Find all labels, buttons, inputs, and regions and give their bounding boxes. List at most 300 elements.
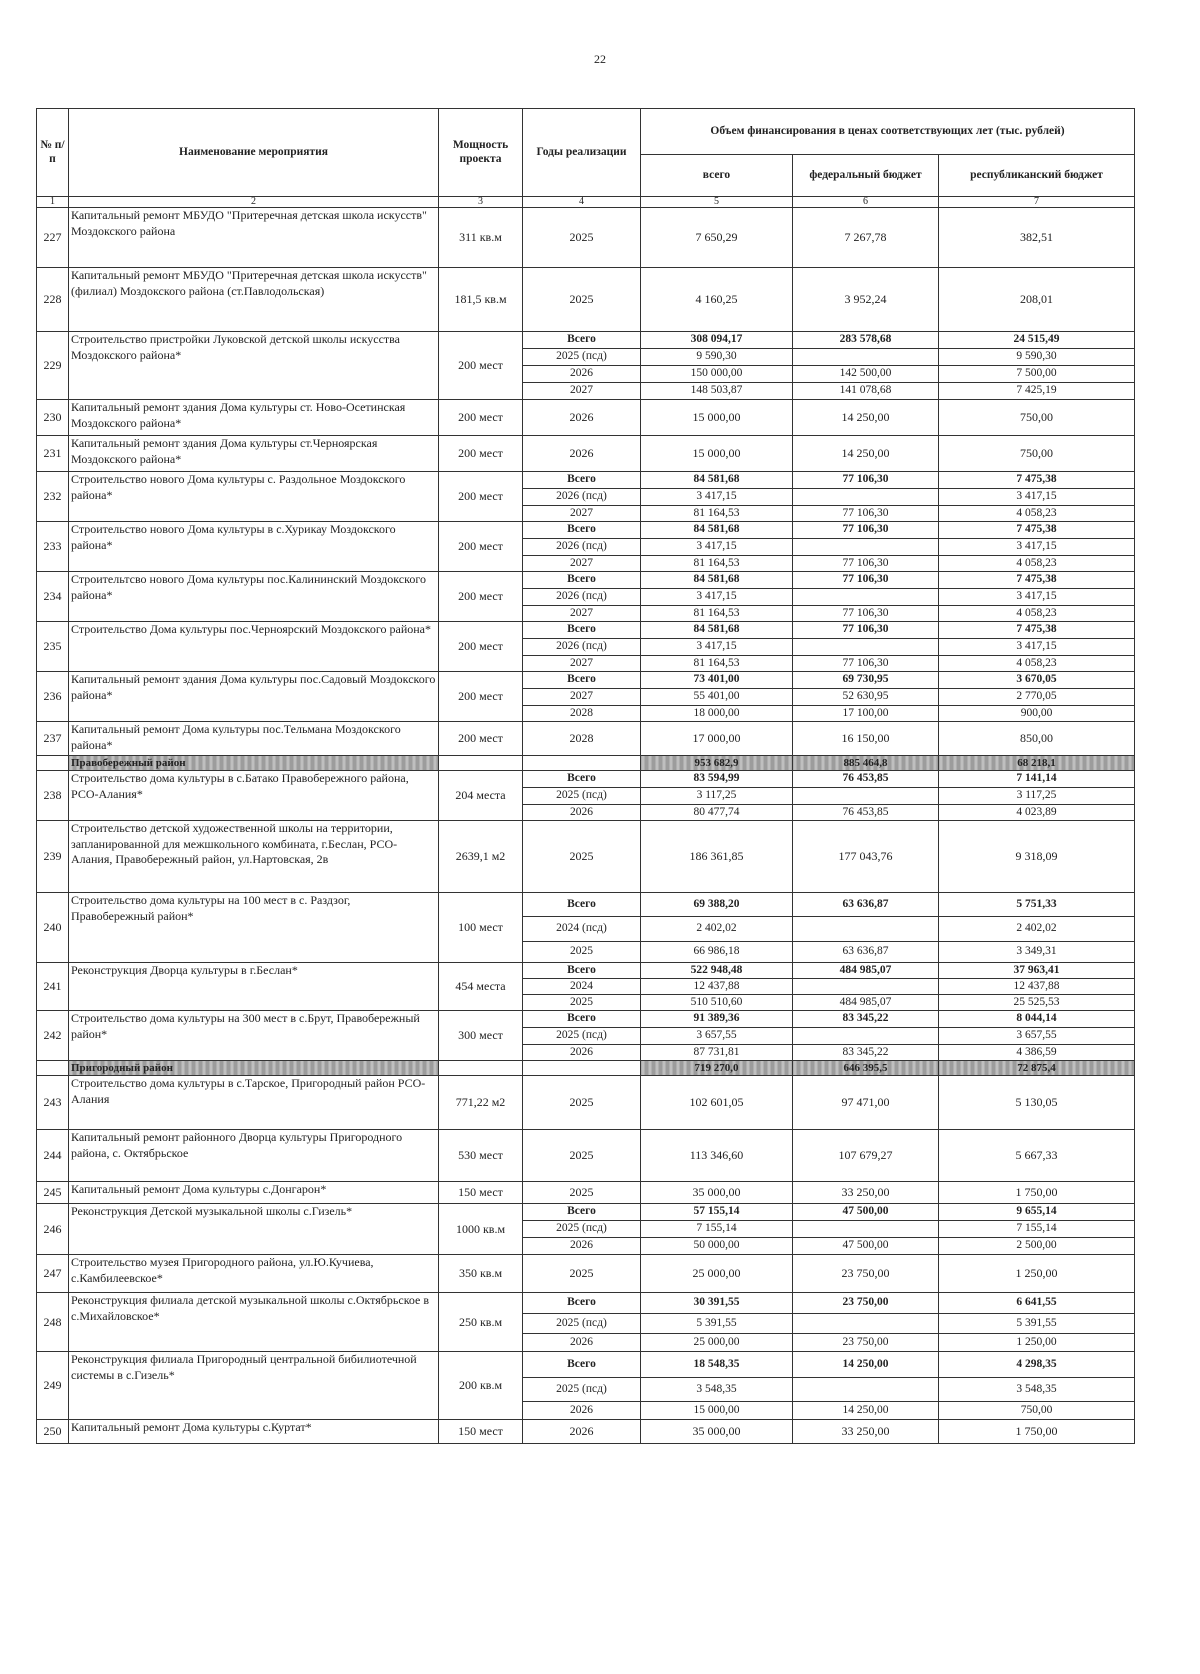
total-amount: 80 477,74 bbox=[641, 805, 793, 821]
event-name: Строительство дома культуры в с.Батако Правобережного района, РСО-Алания* bbox=[69, 771, 439, 821]
header-republic: республиканский бюджет bbox=[939, 155, 1135, 197]
table-row bbox=[37, 1293, 1135, 1314]
event-name: Строительство музея Пригородного района, ул.Ю.Кучиева, с.Камбилеевское* bbox=[69, 1255, 439, 1293]
total-amount: 12 437,88 bbox=[641, 979, 793, 995]
federal-amount: 17 100,00 bbox=[793, 706, 939, 722]
republic-amount: 9 318,09 bbox=[939, 821, 1135, 893]
total-amount: 81 164,53 bbox=[641, 606, 793, 622]
implementation-year: 2025 bbox=[523, 1130, 641, 1182]
federal-amount: 484 985,07 bbox=[793, 963, 939, 979]
federal-amount bbox=[793, 917, 939, 942]
event-name: Капитальный ремонт здания Дома культуры ст.Черноярская Моздокского района* bbox=[69, 436, 439, 472]
project-capacity: 204 места bbox=[439, 771, 523, 821]
federal-amount: 23 750,00 bbox=[793, 1293, 939, 1314]
federal-amount: 23 750,00 bbox=[793, 1255, 939, 1293]
event-name: Строительтсво нового Дома культуры пос.Калининский Моздокского района* bbox=[69, 572, 439, 622]
total-amount: 73 401,00 bbox=[641, 672, 793, 689]
federal-amount bbox=[793, 639, 939, 656]
table-row bbox=[37, 622, 1135, 639]
federal-amount: 142 500,00 bbox=[793, 366, 939, 383]
region-subtotal-row bbox=[37, 756, 1135, 771]
implementation-year: Всего bbox=[523, 1352, 641, 1378]
row-number: 231 bbox=[37, 436, 69, 472]
region-federal-amount: 885 464,8 bbox=[793, 756, 939, 771]
implementation-year: 2025 bbox=[523, 1182, 641, 1204]
total-amount: 186 361,85 bbox=[641, 821, 793, 893]
republic-amount: 3 417,15 bbox=[939, 589, 1135, 606]
federal-amount: 16 150,00 bbox=[793, 722, 939, 756]
event-name: Капитальный ремонт Дома культуры с.Донгарон* bbox=[69, 1182, 439, 1204]
row-number: 227 bbox=[37, 208, 69, 268]
federal-amount bbox=[793, 788, 939, 805]
total-amount: 3 417,15 bbox=[641, 489, 793, 506]
table-row bbox=[37, 572, 1135, 589]
header-capacity: Мощность проекта bbox=[439, 109, 523, 197]
project-capacity: 200 мест bbox=[439, 472, 523, 522]
implementation-year: Всего bbox=[523, 622, 641, 639]
implementation-year: 2028 bbox=[523, 706, 641, 722]
republic-amount: 5 667,33 bbox=[939, 1130, 1135, 1182]
federal-amount: 33 250,00 bbox=[793, 1182, 939, 1204]
total-amount: 84 581,68 bbox=[641, 572, 793, 589]
region-republic-amount: 72 875,4 bbox=[939, 1061, 1135, 1076]
implementation-year: 2028 bbox=[523, 722, 641, 756]
federal-amount bbox=[793, 1221, 939, 1238]
total-amount: 84 581,68 bbox=[641, 472, 793, 489]
event-name: Строительство нового Дома культуры с. Раздольное Моздокского района* bbox=[69, 472, 439, 522]
region-federal-amount: 646 395,5 bbox=[793, 1061, 939, 1076]
federal-amount bbox=[793, 1378, 939, 1402]
implementation-year: 2025 (псд) bbox=[523, 788, 641, 805]
region-total-amount: 719 270,0 bbox=[641, 1061, 793, 1076]
table-row bbox=[37, 1011, 1135, 1028]
federal-amount: 14 250,00 bbox=[793, 400, 939, 436]
row-number: 242 bbox=[37, 1011, 69, 1061]
project-capacity: 200 мест bbox=[439, 672, 523, 722]
republic-amount: 750,00 bbox=[939, 400, 1135, 436]
republic-amount: 8 044,14 bbox=[939, 1011, 1135, 1028]
row-number: 228 bbox=[37, 268, 69, 332]
implementation-year: 2024 (псд) bbox=[523, 917, 641, 942]
federal-amount: 14 250,00 bbox=[793, 1402, 939, 1420]
table-row bbox=[37, 1182, 1135, 1204]
header-funding: Объем финансирования в ценах соответствующих лет (тыс. рублей) bbox=[641, 109, 1135, 155]
total-amount: 81 164,53 bbox=[641, 656, 793, 672]
region-year-cell bbox=[523, 756, 641, 771]
region-num-cell bbox=[37, 756, 69, 771]
total-amount: 18 000,00 bbox=[641, 706, 793, 722]
federal-amount bbox=[793, 979, 939, 995]
federal-amount: 76 453,85 bbox=[793, 771, 939, 788]
federal-amount: 83 345,22 bbox=[793, 1011, 939, 1028]
republic-amount: 7 475,38 bbox=[939, 522, 1135, 539]
federal-amount: 77 106,30 bbox=[793, 572, 939, 589]
table-row bbox=[37, 722, 1135, 756]
republic-amount: 750,00 bbox=[939, 1402, 1135, 1420]
implementation-year: Всего bbox=[523, 1011, 641, 1028]
implementation-year: 2025 (псд) bbox=[523, 1028, 641, 1045]
total-amount: 3 417,15 bbox=[641, 639, 793, 656]
table-row bbox=[37, 1130, 1135, 1182]
federal-amount: 63 636,87 bbox=[793, 942, 939, 963]
republic-amount: 4 023,89 bbox=[939, 805, 1135, 821]
total-amount: 35 000,00 bbox=[641, 1182, 793, 1204]
implementation-year: 2027 bbox=[523, 506, 641, 522]
total-amount: 17 000,00 bbox=[641, 722, 793, 756]
federal-amount: 23 750,00 bbox=[793, 1334, 939, 1352]
total-amount: 84 581,68 bbox=[641, 522, 793, 539]
republic-amount: 6 641,55 bbox=[939, 1293, 1135, 1314]
table-row bbox=[37, 208, 1135, 268]
column-index: 4 bbox=[523, 197, 641, 208]
implementation-year: 2026 bbox=[523, 1420, 641, 1444]
project-capacity: 771,22 м2 bbox=[439, 1076, 523, 1130]
federal-amount: 47 500,00 bbox=[793, 1204, 939, 1221]
republic-amount: 5 751,33 bbox=[939, 893, 1135, 917]
row-number: 247 bbox=[37, 1255, 69, 1293]
event-name: Капитальный ремонт здания Дома культуры ст. Ново-Осетинская Моздокского района* bbox=[69, 400, 439, 436]
row-number: 246 bbox=[37, 1204, 69, 1255]
row-number: 241 bbox=[37, 963, 69, 1011]
total-amount: 148 503,87 bbox=[641, 383, 793, 400]
federal-amount bbox=[793, 539, 939, 556]
federal-amount bbox=[793, 1028, 939, 1045]
republic-amount: 12 437,88 bbox=[939, 979, 1135, 995]
row-number: 245 bbox=[37, 1182, 69, 1204]
total-amount: 25 000,00 bbox=[641, 1255, 793, 1293]
federal-amount: 283 578,68 bbox=[793, 332, 939, 349]
federal-amount: 3 952,24 bbox=[793, 268, 939, 332]
total-amount: 66 986,18 bbox=[641, 942, 793, 963]
implementation-year: 2026 (псд) bbox=[523, 639, 641, 656]
project-capacity: 200 мест bbox=[439, 622, 523, 672]
total-amount: 7 155,14 bbox=[641, 1221, 793, 1238]
implementation-year: 2026 bbox=[523, 1238, 641, 1255]
region-name: Правобережный район bbox=[69, 756, 439, 771]
federal-amount: 484 985,07 bbox=[793, 995, 939, 1011]
table-row bbox=[37, 821, 1135, 893]
project-capacity: 200 мест bbox=[439, 572, 523, 622]
project-capacity: 300 мест bbox=[439, 1011, 523, 1061]
row-number: 248 bbox=[37, 1293, 69, 1352]
total-amount: 81 164,53 bbox=[641, 506, 793, 522]
republic-amount: 9 655,14 bbox=[939, 1204, 1135, 1221]
table-row bbox=[37, 522, 1135, 539]
federal-amount: 63 636,87 bbox=[793, 893, 939, 917]
project-capacity: 150 мест bbox=[439, 1182, 523, 1204]
implementation-year: 2026 bbox=[523, 400, 641, 436]
republic-amount: 382,51 bbox=[939, 208, 1135, 268]
implementation-year: 2025 bbox=[523, 208, 641, 268]
event-name: Капитальный ремонт МБУДО "Притеречная детская школа искусств" (филиал) Моздокского района (ст.Павлодольская) bbox=[69, 268, 439, 332]
event-name: Строительство пристройки Луковской детской школы искусства Моздокского района* bbox=[69, 332, 439, 400]
project-capacity: 454 места bbox=[439, 963, 523, 1011]
federal-amount: 77 106,30 bbox=[793, 506, 939, 522]
total-amount: 3 417,15 bbox=[641, 539, 793, 556]
implementation-year: 2025 (псд) bbox=[523, 349, 641, 366]
header-total: всего bbox=[641, 155, 793, 197]
federal-amount: 7 267,78 bbox=[793, 208, 939, 268]
republic-amount: 850,00 bbox=[939, 722, 1135, 756]
total-amount: 113 346,60 bbox=[641, 1130, 793, 1182]
implementation-year: Всего bbox=[523, 572, 641, 589]
federal-amount: 76 453,85 bbox=[793, 805, 939, 821]
table-row bbox=[37, 436, 1135, 472]
total-amount: 25 000,00 bbox=[641, 1334, 793, 1352]
header-num: № п/п bbox=[37, 109, 69, 197]
table-row bbox=[37, 1204, 1135, 1221]
republic-amount: 4 058,23 bbox=[939, 556, 1135, 572]
table-row bbox=[37, 1076, 1135, 1130]
event-name: Капитальный ремонт МБУДО "Притеречная детская школа искусств" Моздокского района bbox=[69, 208, 439, 268]
republic-amount: 4 058,23 bbox=[939, 506, 1135, 522]
event-name: Строительство дома культуры в с.Тарское, Пригородный район РСО-Алания bbox=[69, 1076, 439, 1130]
republic-amount: 7 425,19 bbox=[939, 383, 1135, 400]
table-row bbox=[37, 472, 1135, 489]
project-capacity: 200 мест bbox=[439, 522, 523, 572]
project-capacity: 200 мест bbox=[439, 400, 523, 436]
total-amount: 3 548,35 bbox=[641, 1378, 793, 1402]
project-capacity: 250 кв.м bbox=[439, 1293, 523, 1352]
federal-amount bbox=[793, 1314, 939, 1334]
republic-amount: 1 250,00 bbox=[939, 1334, 1135, 1352]
implementation-year: 2025 bbox=[523, 995, 641, 1011]
republic-amount: 4 058,23 bbox=[939, 656, 1135, 672]
republic-amount: 2 402,02 bbox=[939, 917, 1135, 942]
implementation-year: Всего bbox=[523, 522, 641, 539]
republic-amount: 9 590,30 bbox=[939, 349, 1135, 366]
total-amount: 3 417,15 bbox=[641, 589, 793, 606]
federal-amount bbox=[793, 589, 939, 606]
total-amount: 522 948,48 bbox=[641, 963, 793, 979]
total-amount: 510 510,60 bbox=[641, 995, 793, 1011]
region-name: Пригородный район bbox=[69, 1061, 439, 1076]
implementation-year: Всего bbox=[523, 771, 641, 788]
implementation-year: 2025 (псд) bbox=[523, 1378, 641, 1402]
implementation-year: 2025 bbox=[523, 268, 641, 332]
region-subtotal-row bbox=[37, 1061, 1135, 1076]
row-number: 250 bbox=[37, 1420, 69, 1444]
federal-amount: 14 250,00 bbox=[793, 1352, 939, 1378]
project-capacity: 200 мест bbox=[439, 436, 523, 472]
column-index: 1 bbox=[37, 197, 69, 208]
event-name: Строительство Дома культуры пос.Черноярский Моздокского района* bbox=[69, 622, 439, 672]
federal-amount bbox=[793, 349, 939, 366]
table-row bbox=[37, 400, 1135, 436]
project-capacity: 311 кв.м bbox=[439, 208, 523, 268]
federal-amount: 69 730,95 bbox=[793, 672, 939, 689]
republic-amount: 1 750,00 bbox=[939, 1420, 1135, 1444]
federal-amount: 141 078,68 bbox=[793, 383, 939, 400]
row-number: 240 bbox=[37, 893, 69, 963]
republic-amount: 37 963,41 bbox=[939, 963, 1135, 979]
total-amount: 15 000,00 bbox=[641, 436, 793, 472]
event-name: Реконструкция Детской музыкальной школы с.Гизель* bbox=[69, 1204, 439, 1255]
event-name: Строительство дома культуры на 300 мест в с.Брут, Правобережный район* bbox=[69, 1011, 439, 1061]
table-row bbox=[37, 893, 1135, 917]
federal-amount: 177 043,76 bbox=[793, 821, 939, 893]
republic-amount: 2 500,00 bbox=[939, 1238, 1135, 1255]
region-capacity-cell bbox=[439, 756, 523, 771]
total-amount: 15 000,00 bbox=[641, 400, 793, 436]
table-row bbox=[37, 672, 1135, 689]
implementation-year: 2026 (псд) bbox=[523, 489, 641, 506]
republic-amount: 7 500,00 bbox=[939, 366, 1135, 383]
total-amount: 35 000,00 bbox=[641, 1420, 793, 1444]
event-name: Строительство детской художественной школы на территории, запланированной для межшкольного комбината, г.Беслан, РСО-Алания, Правобережный район, ул.Нартовская, 2в bbox=[69, 821, 439, 893]
column-index: 3 bbox=[439, 197, 523, 208]
implementation-year: 2026 bbox=[523, 436, 641, 472]
implementation-year: 2026 bbox=[523, 1045, 641, 1061]
republic-amount: 1 250,00 bbox=[939, 1255, 1135, 1293]
row-number: 239 bbox=[37, 821, 69, 893]
total-amount: 84 581,68 bbox=[641, 622, 793, 639]
project-capacity: 200 кв.м bbox=[439, 1352, 523, 1420]
implementation-year: Всего bbox=[523, 472, 641, 489]
implementation-year: 2026 bbox=[523, 805, 641, 821]
implementation-year: Всего bbox=[523, 672, 641, 689]
financing-table bbox=[36, 108, 1135, 1444]
implementation-year: Всего bbox=[523, 893, 641, 917]
project-capacity: 150 мест bbox=[439, 1420, 523, 1444]
republic-amount: 4 386,59 bbox=[939, 1045, 1135, 1061]
project-capacity: 100 мест bbox=[439, 893, 523, 963]
total-amount: 18 548,35 bbox=[641, 1352, 793, 1378]
header-federal: федеральный бюджет bbox=[793, 155, 939, 197]
column-index: 6 bbox=[793, 197, 939, 208]
event-name: Капитальный ремонт Дома культуры с.Куртат* bbox=[69, 1420, 439, 1444]
column-index: 7 bbox=[939, 197, 1135, 208]
federal-amount bbox=[793, 489, 939, 506]
implementation-year: 2025 bbox=[523, 1255, 641, 1293]
total-amount: 81 164,53 bbox=[641, 556, 793, 572]
event-name: Строительство нового Дома культуры в с.Хурикау Моздокского района* bbox=[69, 522, 439, 572]
federal-amount: 97 471,00 bbox=[793, 1076, 939, 1130]
column-index: 2 bbox=[69, 197, 439, 208]
event-name: Капитальный ремонт районного Дворца культуры Пригородного района, с. Октябрьское bbox=[69, 1130, 439, 1182]
table-row bbox=[37, 1420, 1135, 1444]
project-capacity: 181,5 кв.м bbox=[439, 268, 523, 332]
total-amount: 4 160,25 bbox=[641, 268, 793, 332]
event-name: Капитальный ремонт Дома культуры пос.Тельмана Моздокского района* bbox=[69, 722, 439, 756]
table-row bbox=[37, 1352, 1135, 1378]
federal-amount: 77 106,30 bbox=[793, 472, 939, 489]
implementation-year: Всего bbox=[523, 332, 641, 349]
republic-amount: 1 750,00 bbox=[939, 1182, 1135, 1204]
total-amount: 91 389,36 bbox=[641, 1011, 793, 1028]
federal-amount: 77 106,30 bbox=[793, 606, 939, 622]
federal-amount: 52 630,95 bbox=[793, 689, 939, 706]
table-body bbox=[37, 208, 1135, 1444]
row-number: 249 bbox=[37, 1352, 69, 1420]
region-year-cell bbox=[523, 1061, 641, 1076]
total-amount: 3 657,55 bbox=[641, 1028, 793, 1045]
total-amount: 3 117,25 bbox=[641, 788, 793, 805]
federal-amount: 77 106,30 bbox=[793, 622, 939, 639]
project-capacity: 530 мест bbox=[439, 1130, 523, 1182]
implementation-year: 2024 bbox=[523, 979, 641, 995]
event-name: Строительство дома культуры на 100 мест в с. Раздзог, Правобережный район* bbox=[69, 893, 439, 963]
total-amount: 55 401,00 bbox=[641, 689, 793, 706]
implementation-year: Всего bbox=[523, 1293, 641, 1314]
total-amount: 30 391,55 bbox=[641, 1293, 793, 1314]
region-republic-amount: 68 218,1 bbox=[939, 756, 1135, 771]
republic-amount: 900,00 bbox=[939, 706, 1135, 722]
implementation-year: 2026 (псд) bbox=[523, 589, 641, 606]
row-number: 244 bbox=[37, 1130, 69, 1182]
row-number: 234 bbox=[37, 572, 69, 622]
event-name: Реконструкция филиала Пригородный центральной бибилиотечной системы в с.Гизель* bbox=[69, 1352, 439, 1420]
total-amount: 9 590,30 bbox=[641, 349, 793, 366]
republic-amount: 25 525,53 bbox=[939, 995, 1135, 1011]
federal-amount: 107 679,27 bbox=[793, 1130, 939, 1182]
implementation-year: 2026 (псд) bbox=[523, 539, 641, 556]
federal-amount: 83 345,22 bbox=[793, 1045, 939, 1061]
implementation-year: 2027 bbox=[523, 383, 641, 400]
republic-amount: 5 391,55 bbox=[939, 1314, 1135, 1334]
event-name: Капитальный ремонт здания Дома культуры пос.Садовый Моздокского района* bbox=[69, 672, 439, 722]
republic-amount: 7 141,14 bbox=[939, 771, 1135, 788]
total-amount: 87 731,81 bbox=[641, 1045, 793, 1061]
project-capacity: 1000 кв.м bbox=[439, 1204, 523, 1255]
federal-amount: 77 106,30 bbox=[793, 522, 939, 539]
implementation-year: 2026 bbox=[523, 1334, 641, 1352]
implementation-year: 2026 bbox=[523, 1402, 641, 1420]
project-capacity: 350 кв.м bbox=[439, 1255, 523, 1293]
republic-amount: 7 475,38 bbox=[939, 472, 1135, 489]
implementation-year: 2025 (псд) bbox=[523, 1221, 641, 1238]
republic-amount: 7 155,14 bbox=[939, 1221, 1135, 1238]
republic-amount: 3 417,15 bbox=[939, 489, 1135, 506]
republic-amount: 4 058,23 bbox=[939, 606, 1135, 622]
republic-amount: 7 475,38 bbox=[939, 572, 1135, 589]
republic-amount: 4 298,35 bbox=[939, 1352, 1135, 1378]
table-row bbox=[37, 1255, 1135, 1293]
implementation-year: 2027 bbox=[523, 556, 641, 572]
total-amount: 2 402,02 bbox=[641, 917, 793, 942]
republic-amount: 2 770,05 bbox=[939, 689, 1135, 706]
federal-amount: 77 106,30 bbox=[793, 556, 939, 572]
table-row bbox=[37, 771, 1135, 788]
project-capacity: 200 мест bbox=[439, 332, 523, 400]
implementation-year: 2027 bbox=[523, 689, 641, 706]
total-amount: 7 650,29 bbox=[641, 208, 793, 268]
page-number: 22 bbox=[594, 52, 606, 66]
row-number: 230 bbox=[37, 400, 69, 436]
region-capacity-cell bbox=[439, 1061, 523, 1076]
region-num-cell bbox=[37, 1061, 69, 1076]
implementation-year: 2027 bbox=[523, 656, 641, 672]
republic-amount: 3 670,05 bbox=[939, 672, 1135, 689]
column-index-row bbox=[37, 197, 1135, 208]
event-name: Реконструкция филиала детской музыкальной школы с.Октябрьское в с.Михайловское* bbox=[69, 1293, 439, 1352]
total-amount: 69 388,20 bbox=[641, 893, 793, 917]
row-number: 237 bbox=[37, 722, 69, 756]
republic-amount: 3 657,55 bbox=[939, 1028, 1135, 1045]
column-index: 5 bbox=[641, 197, 793, 208]
republic-amount: 750,00 bbox=[939, 436, 1135, 472]
project-capacity: 200 мест bbox=[439, 722, 523, 756]
implementation-year: 2025 bbox=[523, 821, 641, 893]
total-amount: 83 594,99 bbox=[641, 771, 793, 788]
implementation-year: Всего bbox=[523, 1204, 641, 1221]
republic-amount: 5 130,05 bbox=[939, 1076, 1135, 1130]
implementation-year: 2026 bbox=[523, 366, 641, 383]
row-number: 235 bbox=[37, 622, 69, 672]
implementation-year: Всего bbox=[523, 963, 641, 979]
total-amount: 308 094,17 bbox=[641, 332, 793, 349]
row-number: 232 bbox=[37, 472, 69, 522]
